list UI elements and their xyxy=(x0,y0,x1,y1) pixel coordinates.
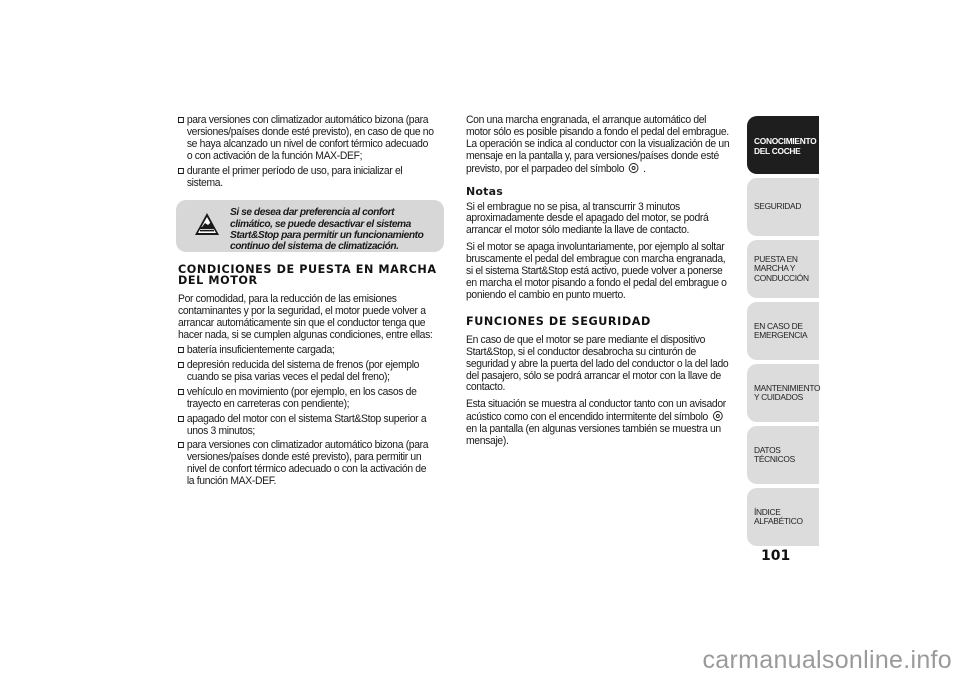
checkbox-bullet-icon xyxy=(178,416,184,422)
paragraph: Con una marcha engranada, el arranque automático del motor sólo es posible pisando a fondo el pedal del embrague. La operación se indica al conductor con la visualización de un mensaje en la pantalla y, para versiones/países donde esté previsto, por el parpadeo del símbolo . xyxy=(466,114,730,175)
checkbox-bullet-icon xyxy=(178,117,184,123)
paragraph: Si el embrague no se pisa, al transcurrir 3 minutos aproximadamente desde el apagado del motor, se podrá arrancar el motor sólo mediante la llave de contacto. xyxy=(466,200,709,237)
checkbox-bullet-icon xyxy=(178,362,184,368)
checkbox-bullet-icon xyxy=(178,389,184,395)
section-tabs xyxy=(747,116,819,550)
page-number: 101 xyxy=(761,548,791,564)
start-stop-symbol-icon xyxy=(629,163,639,173)
section-heading: CONDICIONES DE PUESTA EN MARCHA DEL MOTOR xyxy=(178,263,437,288)
checkbox-bullet-icon xyxy=(178,347,184,353)
tab-en-caso-de-emergencia[interactable]: EN CASO DE EMERGENCIA xyxy=(747,302,819,360)
bullet-item: vehículo en movimiento (por ejemplo, en los casos de trayecto en carreteras con pendiente); xyxy=(178,387,435,411)
warning-triangle-icon xyxy=(194,212,220,236)
tab-mantenimiento[interactable]: MANTENIMIENTO Y CUIDADOS xyxy=(747,364,819,422)
paragraph: Esta situación se muestra al conductor tanto con un avisador acústico como con el encendido intermitente del símbolo en la pantalla (en algunas versiones también se muestra un mensaje). xyxy=(466,398,726,448)
section-heading: FUNCIONES DE SEGURIDAD xyxy=(466,314,651,328)
bullet-item: depresión reducida del sistema de frenos (por ejemplo cuando se pisa varias veces el pedal del freno); xyxy=(178,360,435,384)
checkbox-bullet-icon xyxy=(178,168,184,174)
tab-indice-alfabetico[interactable]: ÍNDICE ALFABÉTICO xyxy=(747,488,819,546)
right-column xyxy=(466,115,738,453)
bullet-item: para versiones con climatizador automático bizona (para versiones/países donde esté previsto), para permitir un nivel de confort térmico adecuado o con la activación de la función MAX-DEF. xyxy=(178,440,435,488)
tab-puesta-en-marcha[interactable]: PUESTA EN MARCHA Y CONDUCCIÓN xyxy=(747,240,819,298)
bullet-item: apagado del motor con el sistema Start&Stop superior a unos 3 minutos; xyxy=(178,414,435,438)
warning-text: Si se desea dar preferencia al confort climático, se puede desactivar el sistema Start&Stop para permitir un funcionamiento continuo del sistema de climatización. xyxy=(230,207,424,253)
notas-heading: Notas xyxy=(466,184,503,198)
bullet-item: durante el primer período de uso, para inicializar el sistema. xyxy=(178,166,435,190)
checkbox-bullet-icon xyxy=(178,442,184,448)
left-column xyxy=(178,115,440,491)
bullet-item: para versiones con climatizador automático bizona (para versiones/países donde esté previsto), en caso de que no se haya alcanzado un nivel de confort térmico adecuado o con activación de la función MAX-DEF; xyxy=(178,115,435,163)
paragraph: En caso de que el motor se pare mediante el dispositivo Start&Stop, si el conductor desabrocha su cinturón de seguridad y abre la puerta del lado del conductor o la del lado del pasajero, sólo se podrá arrancar el motor con la llave de contacto. xyxy=(466,333,729,394)
tab-seguridad[interactable]: SEGURIDAD xyxy=(747,178,819,236)
warning-box xyxy=(176,200,444,252)
tab-conocimiento-del-coche[interactable]: CONOCIMIENTO DEL COCHE xyxy=(747,116,819,174)
watermark: carmanualsonline.info xyxy=(702,646,952,674)
tab-datos-tecnicos[interactable]: DATOS TÉCNICOS xyxy=(747,426,819,484)
start-stop-symbol-icon xyxy=(712,411,722,421)
paragraph: Por comodidad, para la reducción de las emisiones contaminantes y por la seguridad, el motor puede volver a arrancar automáticamente sin que el conductor tenga que hacer nada, si se cumplen algunas condiciones, entre ellas: xyxy=(178,293,433,342)
bullet-item: batería insuficientemente cargada; xyxy=(178,345,435,357)
paragraph: Si el motor se apaga involuntariamente, por ejemplo al soltar bruscamente el pedal del embrague con marcha engranada, si el sistema Start&Stop está activo, puede volver a ponerse en marcha el motor pisando a fondo el pedal del embrague o poniendo el cambio en punto muerto. xyxy=(466,241,727,301)
